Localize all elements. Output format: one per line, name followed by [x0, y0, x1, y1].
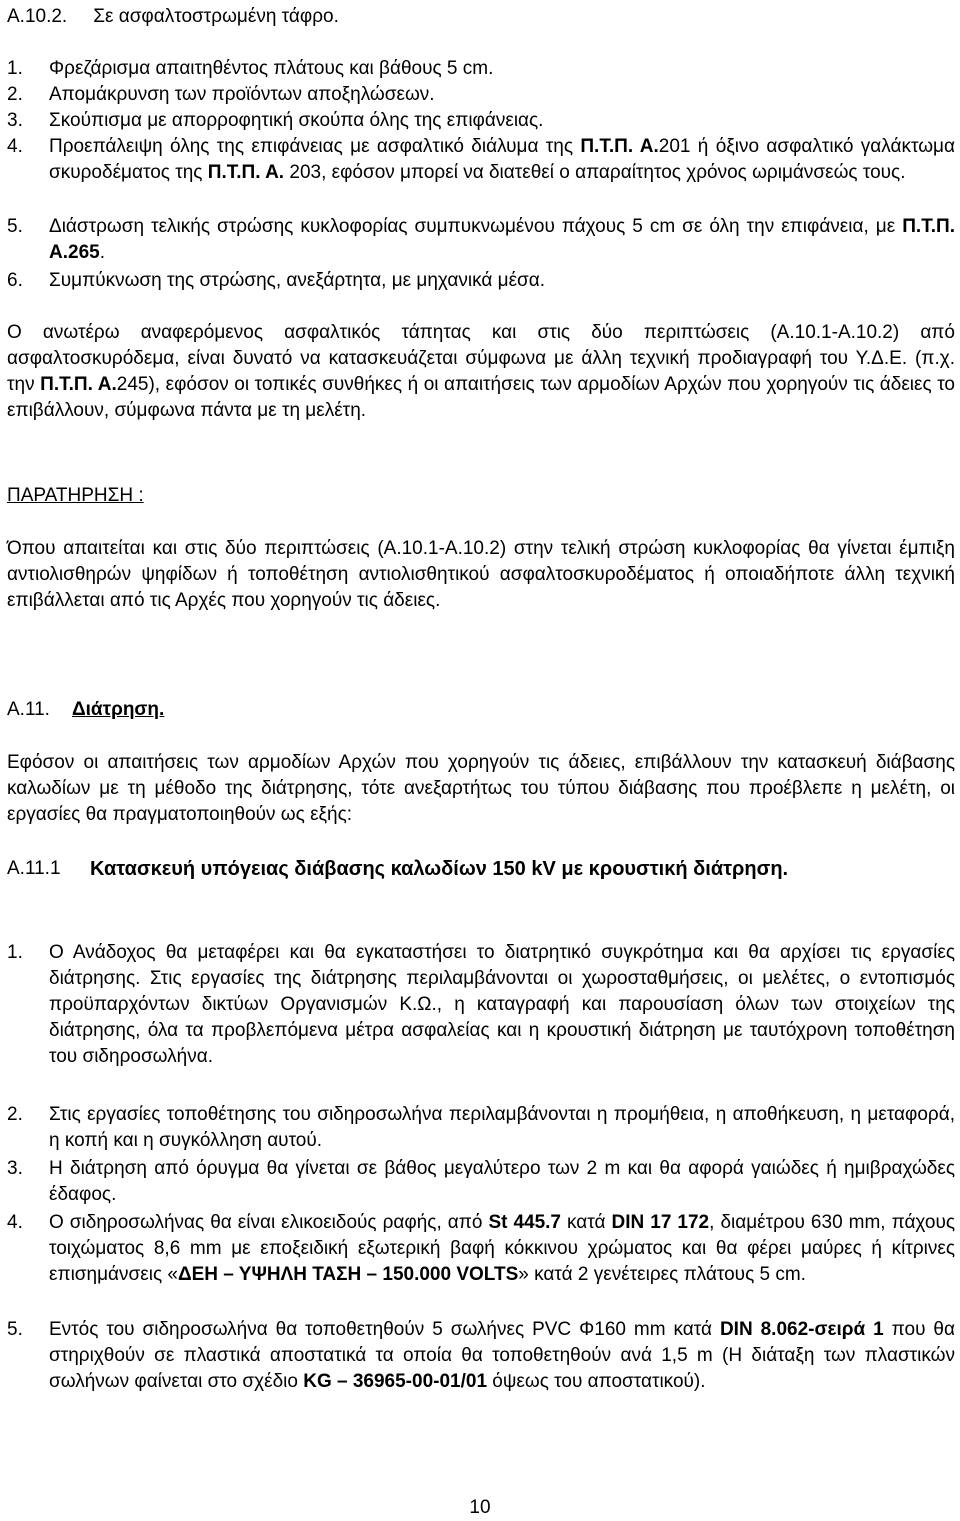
- list-number: 6.: [7, 270, 23, 291]
- note-heading: ΠΑΡΑΤΗΡΗΣΗ :: [7, 485, 144, 506]
- list-number: 5.: [7, 1319, 23, 1340]
- page-number: 10: [469, 1497, 491, 1518]
- list-item: Στις εργασίες τοποθέτησης του σιδηροσωλήνα περιλαμβάνονται η προμήθεια, η αποθήκευση, η μεταφορά, η κοπή και η συγκόλληση αυτού.: [49, 1104, 955, 1151]
- section-title: Κατασκευή υπόγειας διάβασης καλωδίων 150 kV με κρουστική διάτρηση.: [90, 858, 789, 880]
- section-number: Α.10.2.: [7, 6, 68, 27]
- list-number: 4.: [7, 136, 23, 157]
- paragraph: Εφόσον οι απαιτήσεις των αρμοδίων Αρχών που χορηγούν τις άδειες, επιβάλλουν την κατασκευή διάβασης καλωδίων με τη μέθοδο της διάτρησης, τότε ανεξαρτήτως του τύπου διάβασης που προέβλεπε η μελέτη, οι εργασίες θα πραγματοποιηθούν ως εξής:: [7, 752, 955, 825]
- note-text: Όπου απαιτείται και στις δύο περιπτώσεις (Α.10.1-Α.10.2) στην τελική στρώση κυκλοφορίας θα γίνεται έμπιξη αντιολισθηρών ψηφίδων ή τοποθέτηση αντιολισθητικού ασφαλτοσκυροδέματος ή οποιαδήποτε άλλη τεχνική επιβάλλεται από τις Αρχές που χορηγούν τις άδειες.: [7, 538, 955, 611]
- list-number: 4.: [7, 1212, 23, 1233]
- list-number: 2.: [7, 84, 23, 105]
- list-number: 3.: [7, 110, 23, 131]
- list-item: Εντός του σιδηροσωλήνα θα τοποθετηθούν 5 σωλήνες PVC Φ160 mm κατά DIN 8.062-σειρά 1 που θα στηριχθούν σε πλαστικά αποστατικά τα οποία θα τοποθετηθούν ανά 1,5 m (Η διάταξη των πλαστικών σωλήνων φαίνεται στο σχέδιο KG – 36965-00-01/01 όψεως του αποστατικού).: [49, 1319, 955, 1392]
- list-item: Σκούπισμα με απορροφητική σκούπα όλης της επιφάνειας.: [49, 110, 544, 131]
- section-heading-a11: [7, 697, 955, 723]
- list-item: Φρεζάρισμα απαιτηθέντος πλάτους και βάθους 5 cm.: [49, 58, 494, 79]
- list-item: Διάστρωση τελικής στρώσης κυκλοφορίας συμπυκνωμένου πάχους 5 cm σε όλη την επιφάνεια, με Π.Τ.Π. Α.265.: [49, 216, 955, 263]
- section-heading-a102: [7, 4, 955, 30]
- list-number: 2.: [7, 1104, 23, 1125]
- section-title: Διάτρηση.: [71, 699, 165, 720]
- section-number: Α.11.: [7, 699, 50, 720]
- list-number: 5.: [7, 216, 23, 237]
- list-item: Ο σιδηροσωλήνας θα είναι ελικοειδούς ραφής, από St 445.7 κατά DIN 17 172, διαμέτρου 630 mm, πάχους τοιχώματος 8,6 mm με εποξειδική εξωτερική βαφή κόκκινου χρώματος και θα φέρει μαύρες ή κίτρινες επισημάνσεις «ΔΕΗ – ΥΨΗΛΗ ΤΑΣΗ – 150.000 VOLTS» κατά 2 γενέτειρες πλάτους 5 cm.: [49, 1212, 956, 1285]
- list-item: Συμπύκνωση της στρώσης, ανεξάρτητα, με μηχανικά μέσα.: [49, 270, 546, 291]
- list-item: Ο Ανάδοχος θα μεταφέρει και θα εγκαταστήσει το διατρητικό συγκρότημα και θα αρχίσει τις εργασίες διάτρησης. Στις εργασίες της διάτρησης περιλαμβάνονται οι χωροσταθμήσεις, οι μελέτες, ο εντοπισμός προϋπαρχόντων δικτύων Οργανισμών Κ.Ω., η καταγραφή και παρουσίαση όλων των στοιχείων της διάτρησης, όλα τα προβλεπόμενα μέτρα ασφαλείας και η κρουστική διάτρηση με ταυτόχρονη τοποθέτηση του σιδηροσωλήνα.: [49, 942, 955, 1067]
- section-number: Α.11.1: [7, 858, 61, 879]
- list-number: 3.: [7, 1158, 23, 1179]
- list-number: 1.: [7, 58, 23, 79]
- list-item: Η διάτρηση από όρυγμα θα γίνεται σε βάθος μεγαλύτερο των 2 m και θα αφορά γαιώδες ή ημιβραχώδες έδαφος.: [49, 1158, 955, 1205]
- list-number: 1.: [7, 942, 23, 963]
- paragraph: Ο ανωτέρω αναφερόμενος ασφαλτικός τάπητας και στις δύο περιπτώσεις (Α.10.1-Α.10.2) από ασφαλτοσκυρόδεμα, είναι δυνατό να κατασκευάζεται σύμφωνα με άλλη τεχνική προδιαγραφή του Υ.Δ.Ε. (π.χ. την Π.Τ.Π. Α.245), εφόσον οι τοπικές συνθήκες ή οι απαιτήσεις των αρμοδίων Αρχών που χορηγούν τις άδειες το επιβάλλουν, σύμφωνα πάντα με τη μελέτη.: [7, 322, 956, 421]
- section-title: Σε ασφαλτοστρωμένη τάφρο.: [93, 6, 339, 27]
- list-item: Προεπάλειψη όλης της επιφάνειας με ασφαλτικό διάλυμα της Π.Τ.Π. Α.201 ή όξινο ασφαλτικό γαλάκτωμα σκυροδέματος της Π.Τ.Π. Α. 203, εφόσον μπορεί να διατεθεί ο απαραίτητος χρόνος ωριμάνσεώς τους.: [49, 136, 955, 183]
- list-item: Απομάκρυνση των προϊόντων αποξηλώσεων.: [49, 84, 435, 105]
